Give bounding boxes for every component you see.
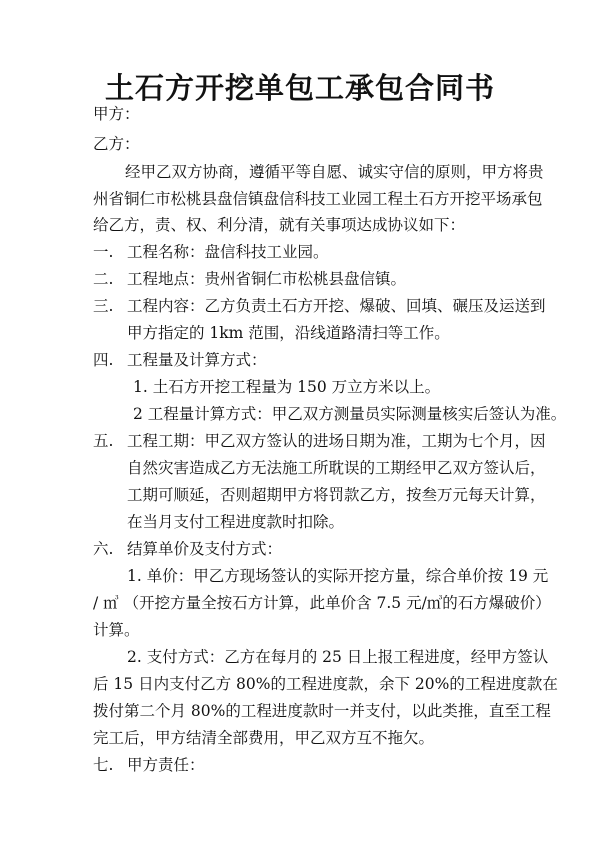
- section-number: 六.: [93, 540, 114, 558]
- section-number: 一.: [93, 243, 114, 261]
- section-number: 二.: [93, 270, 114, 288]
- section-item: 计算。: [93, 621, 140, 639]
- document-title: 土石方开挖单包工承包合同书: [104, 71, 495, 105]
- section-line: 甲方责任：: [127, 756, 205, 774]
- section-item: 1. 土石方开挖工程量为 150 万立方米以上。: [133, 378, 441, 396]
- section-line: 工程名称：盘信科技工业园。: [127, 243, 329, 261]
- section-number: 四.: [93, 351, 114, 369]
- section-number: 三.: [93, 297, 114, 315]
- section-line: 自然灾害造成乙方无法施工所耽误的工期经甲乙双方签认后，: [127, 459, 546, 477]
- section-item: 2. 支付方式：乙方在每月的 25 日上报工程进度，经甲方签认: [127, 648, 549, 666]
- section-item: 拨付第二个月 80%的工程进度款时一并支付，以此类推，直至工程: [93, 702, 551, 720]
- intro-line: 给乙方，责、权、利分清，就有关事项达成协议如下：: [93, 216, 466, 234]
- section-line: 在当月支付工程进度款时扣除。: [127, 513, 345, 531]
- section-line: 工程内容：乙方负责土石方开挖、爆破、回填、碾压及运送到: [127, 297, 546, 315]
- section-item: / ㎥ （开挖方量全按石方计算，此单价含 7.5 元/㎥的石方爆破价）: [93, 594, 551, 612]
- section-line: 工程工期：甲乙双方签认的进场日期为准，工期为七个月，因: [127, 432, 546, 450]
- section-line: 工期可顺延，否则超期甲方将罚款乙方，按叁万元每天计算，: [127, 486, 546, 504]
- section-number: 五.: [93, 432, 114, 450]
- intro-line: 经甲乙双方协商，遵循平等自愿、诚实守信的原则，甲方将贵: [125, 163, 544, 181]
- section-item: 完工后，甲方结清全部费用，甲乙双方互不拖欠。: [93, 729, 435, 747]
- section-number: 七.: [93, 756, 114, 774]
- party-b-label: 乙方：: [93, 135, 140, 153]
- section-line: 结算单价及支付方式：: [127, 540, 283, 558]
- section-line: 工程量及计算方式：: [127, 351, 267, 369]
- section-item: 1. 单价：甲乙方现场签认的实际开挖方量，综合单价按 19 元: [127, 567, 549, 585]
- section-item: 后 15 日内支付乙方 80%的工程进度款，余下 20%的工程进度款在: [93, 675, 558, 693]
- section-line: 甲方指定的 1km 范围，沿线道路清扫等工作。: [127, 324, 450, 342]
- section-item: 2 工程量计算方式：甲乙双方测量员实际测量核实后签认为准。: [133, 405, 567, 423]
- section-line: 工程地点：贵州省铜仁市松桃县盘信镇。: [127, 270, 407, 288]
- party-a-label: 甲方：: [93, 105, 140, 123]
- intro-line: 州省铜仁市松桃县盘信镇盘信科技工业园工程土石方开挖平场承包: [93, 190, 543, 208]
